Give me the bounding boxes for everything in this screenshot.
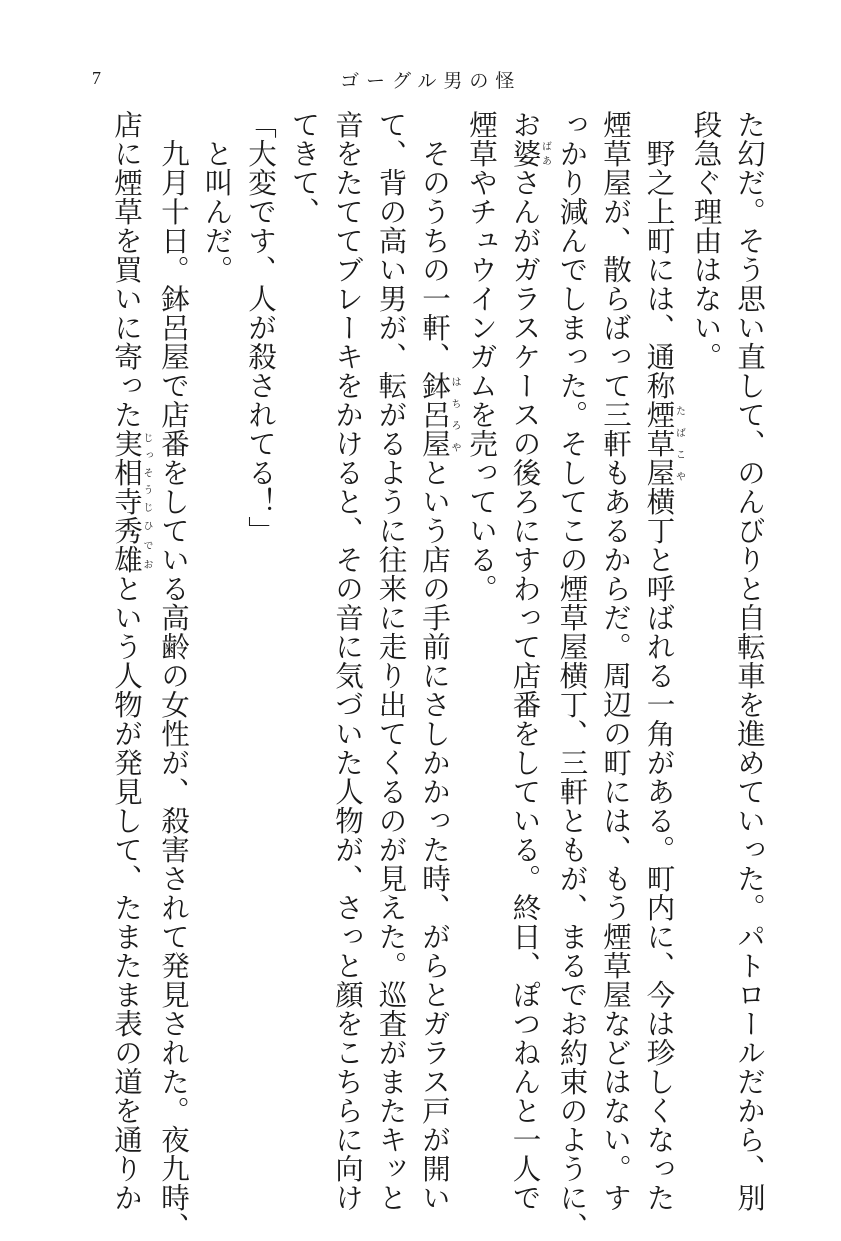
ruby-annotation: 婆ばあ — [508, 139, 551, 168]
text-segment: そのうちの一軒、 — [418, 110, 451, 371]
text-column: っかり減んでしまった。そしてこの煙草屋横丁、三軒ともが、まるでお約束のように、 — [555, 110, 589, 1241]
text-column: 煙草屋が、散らばって三軒もあるからだ。周辺の町には、もう煙草屋などはない。す — [599, 110, 632, 1212]
text-column: てきて、 — [287, 110, 321, 226]
text-column — [413, 110, 460, 1212]
text-segment: 店に煙草を買いに寄った — [110, 110, 143, 429]
text-column: た幻だ。そう思い直して、のんびりと自転車を進めていった。パトロールだから、別 — [733, 110, 766, 1212]
text-column: 煙草やチュウインガムを売っている。 — [465, 110, 498, 603]
running-title: ゴーグル男の怪 — [340, 70, 522, 92]
text-column: て、背の高い男が、転がるように往来に走り出てくるのが見えた。巡査がまたキッと — [374, 110, 408, 1212]
text-column — [637, 110, 685, 1212]
text-segment: さんがガラスケースの後ろにすわって店番をしている。終日、ぽつねんと一人で — [508, 168, 542, 1212]
text-column: 「大変です、人が殺されてる！」 — [244, 110, 277, 545]
text-segment: 横丁と呼ばれる一角がある。町内に、今は珍しくなった — [642, 487, 676, 1212]
ruby-annotation: 鉢呂屋はちろや — [418, 371, 460, 458]
text-segment: という店の手前にさしかかった時、がらとガラス戸が開い — [418, 458, 451, 1212]
text-segment: お — [508, 110, 542, 139]
text-column: 音をたててブレーキをかけると、その音に気づいた人物が、さっと顔をこちらに向け — [331, 110, 364, 1212]
text-segment: という人物が発見して、たまたま表の道を通りか — [110, 574, 143, 1212]
text-column — [503, 110, 551, 1212]
ruby-annotation: 煙草屋たばこや — [642, 400, 685, 487]
text-column — [105, 110, 152, 1212]
page-number: 7 — [92, 68, 101, 88]
text-column: 九月十日。鉢呂屋で店番をしている高齢の女性が、殺害されて発見された。夜九時、 — [157, 110, 190, 1241]
text-segment: 野之上町には、通称 — [642, 110, 676, 400]
text-column: と叫んだ。 — [200, 110, 234, 284]
ruby-annotation: 秀雄ひでお — [110, 516, 152, 574]
text-column: 段急ぐ理由はない。 — [689, 110, 723, 371]
body-text — [105, 110, 772, 1241]
ruby-annotation: 実相寺じっそうじ — [110, 429, 152, 516]
